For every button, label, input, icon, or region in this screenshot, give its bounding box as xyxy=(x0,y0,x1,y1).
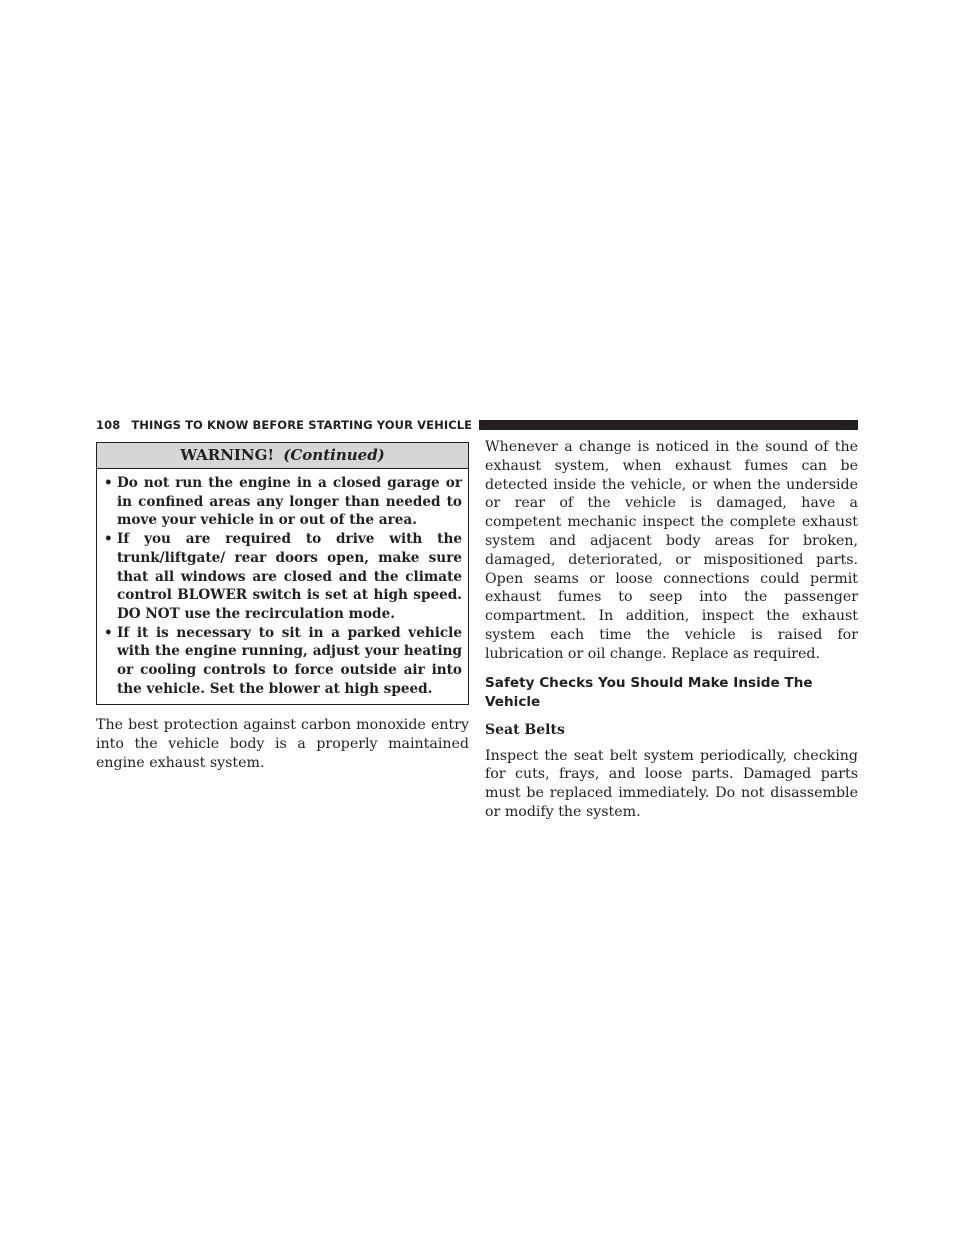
warning-item-text: If you are required to drive with the trunk/liftgate/ rear doors open, make sure that all windows are closed and the climate control BLOWER switch is set at high speed. DO NOT use the recirculation mode. xyxy=(117,531,462,622)
section-heading: Safety Checks You Should Make Inside The Vehicle xyxy=(485,674,813,710)
warning-header xyxy=(97,443,468,469)
warning-continued: (Continued) xyxy=(283,446,385,464)
warning-item-text: Do not run the engine in a closed garage or in confined areas any longer than needed to move your vehicle in or out of the area. xyxy=(117,475,462,529)
warning-title: WARNING! xyxy=(180,446,275,464)
page-header xyxy=(96,416,858,434)
warning-list xyxy=(97,469,468,704)
bullet-icon: • xyxy=(104,531,113,548)
bullet-icon: • xyxy=(104,624,113,641)
page-number: 108 xyxy=(96,418,121,432)
right-column xyxy=(485,438,858,822)
seat-belt-paragraph: Inspect the seat belt system periodically, checking for cuts, frays, and loose parts. Damaged parts must be replaced immediately. Do not disassemble or modify the system. xyxy=(485,747,858,820)
warning-item xyxy=(104,624,462,699)
warning-item-text: If it is necessary to sit in a parked vehicle with the engine running, adjust your heating or cooling controls to force outside air into the vehicle. Set the blower at high speed. xyxy=(117,624,462,697)
exhaust-paragraph: Whenever a change is noticed in the sound of the exhaust system, when exhaust fumes can be detected inside the vehicle, or when the underside or rear of the vehicle is damaged, have a competent mechanic inspect the complete exhaust system and adjacent body areas for broken, damaged, deteriorated, or mispositioned parts. Open seams or loose connections could permit exhaust fumes to seep into the passenger compartment. In addition, inspect the exhaust system each time the vehicle is raised for lubrication or oil change. Replace as required. xyxy=(485,439,858,662)
subheading-seat-belts: Seat Belts xyxy=(485,721,565,738)
carbon-monoxide-paragraph: The best protection against carbon monoxide entry into the vehicle body is a properly maintained engine exhaust system. xyxy=(96,717,469,772)
header-rule xyxy=(479,420,858,430)
warning-box xyxy=(96,442,469,705)
warning-item xyxy=(104,530,462,624)
warning-item xyxy=(104,474,462,530)
bullet-icon: • xyxy=(104,475,113,491)
left-column xyxy=(96,442,469,773)
chapter-title: THINGS TO KNOW BEFORE STARTING YOUR VEHICLE xyxy=(131,418,473,432)
